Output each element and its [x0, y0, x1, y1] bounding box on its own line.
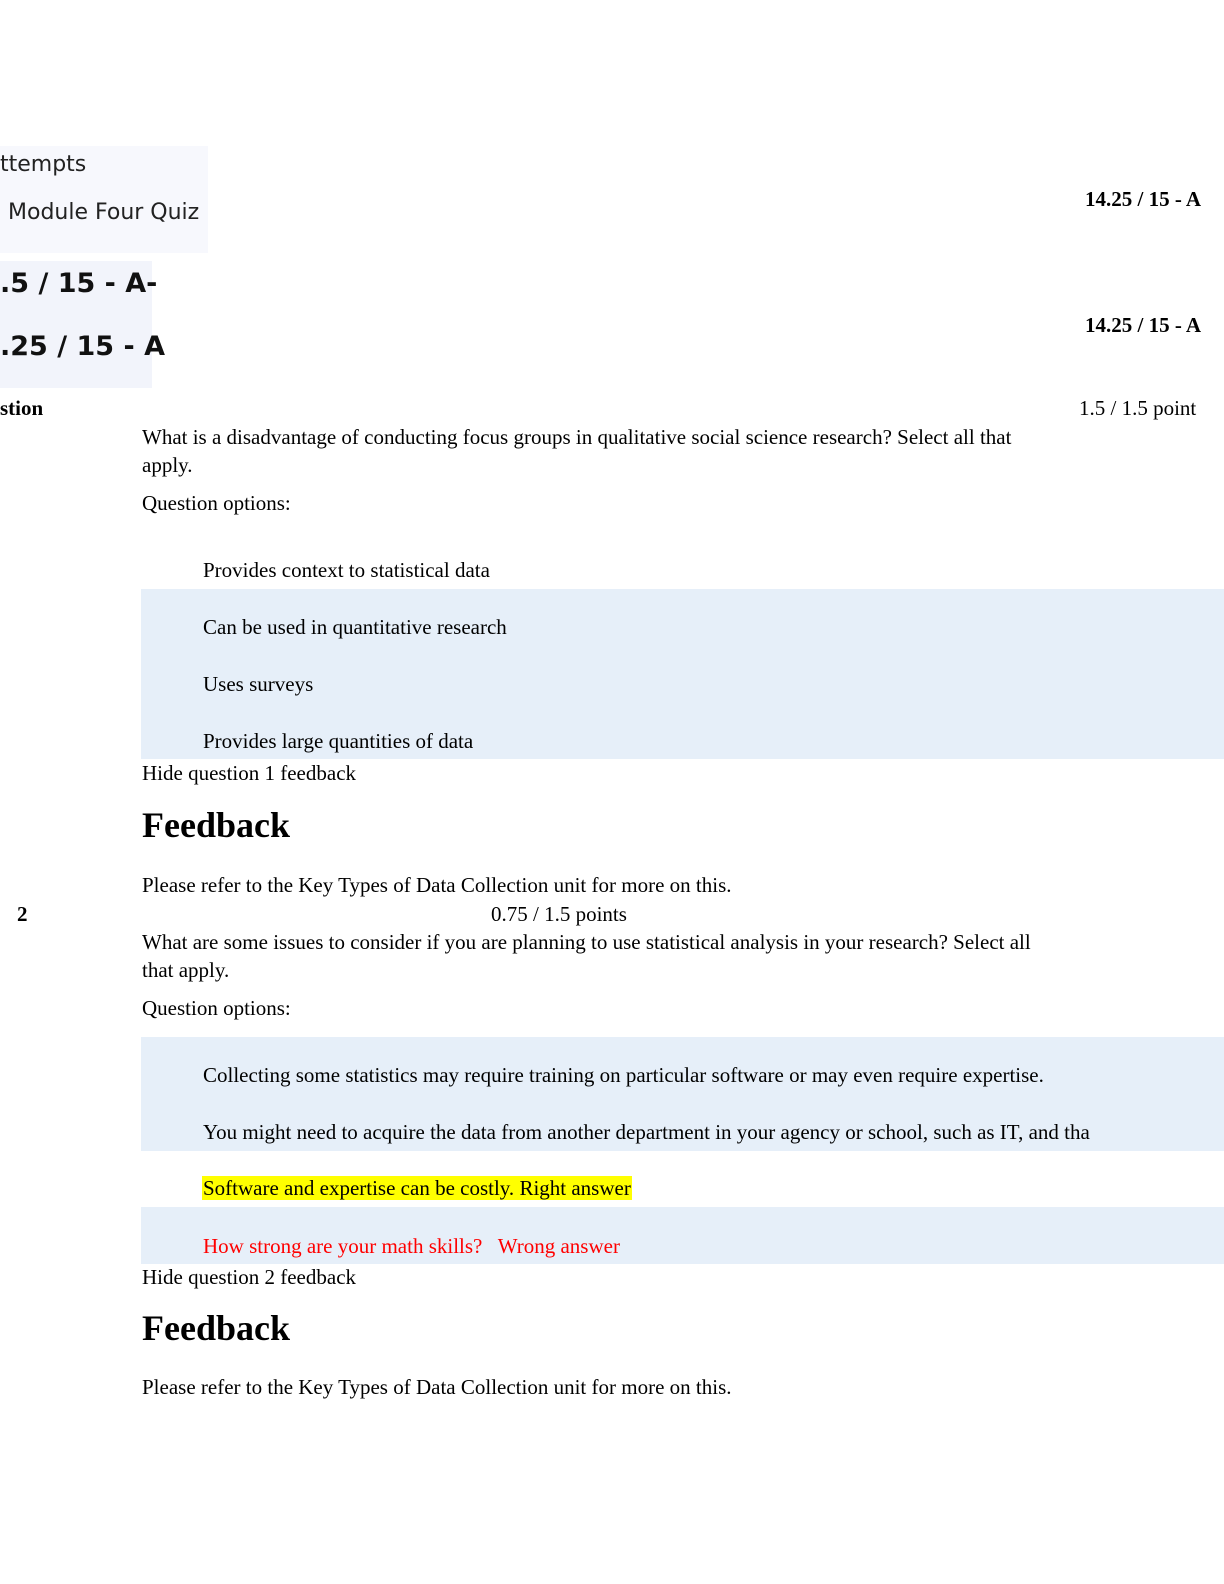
- question-1-points: 1.5 / 1.5 point: [1079, 396, 1197, 420]
- question-1-feedback-text: Please refer to the Key Types of Data Collection unit for more on this.: [142, 873, 732, 897]
- right-score-1: 14.25 / 15 - A: [1085, 187, 1202, 211]
- question-2-options-label: Question options:: [142, 996, 291, 1020]
- q2-option-4-wrong: [203, 1234, 620, 1259]
- hide-question-2-feedback-link[interactable]: Hide question 2 feedback: [142, 1265, 357, 1289]
- q1-option-3: Uses surveys: [203, 672, 314, 696]
- attempt-score-2: .25 / 15 - A: [0, 331, 165, 362]
- right-score-2: 14.25 / 15 - A: [1085, 313, 1202, 337]
- quiz-name-link[interactable]: Module Four Quiz: [8, 200, 200, 225]
- q1-option-2: Can be used in quantitative research: [203, 615, 507, 639]
- wrong-answer-label: Wrong answer: [497, 1234, 620, 1258]
- question-2-feedback-text: Please refer to the Key Types of Data Collection unit for more on this.: [142, 1375, 732, 1399]
- q2-option-3-text: Software and expertise can be costly.: [203, 1176, 515, 1200]
- question-2-number: 2: [17, 902, 28, 926]
- q1-option-1: Provides context to statistical data: [203, 558, 490, 582]
- hide-question-1-feedback-link[interactable]: Hide question 1 feedback: [142, 761, 357, 785]
- q1-option-4: Provides large quantities of data: [203, 729, 474, 753]
- q2-option-4-text: How strong are your math skills?: [203, 1234, 483, 1258]
- attempts-heading: ttempts: [0, 152, 87, 177]
- question-1-text: What is a disadvantage of conducting focus groups in qualitative social science research? Select all that apply.: [142, 425, 1012, 477]
- attempt-score-1: .5 / 15 - A-: [0, 268, 158, 299]
- question-1-options-label: Question options:: [142, 491, 291, 515]
- question-2-text: What are some issues to consider if you are planning to use statistical analysis in your research? Select all that apply.: [142, 930, 1031, 982]
- question-2-feedback-heading: Feedback: [142, 1308, 290, 1348]
- right-answer-label: Right answer: [519, 1176, 631, 1200]
- q2-option-1: Collecting some statistics may require training on particular software or may even require expertise.: [203, 1063, 1044, 1087]
- right-answer-highlight: [202, 1176, 632, 1200]
- question-1-feedback-heading: Feedback: [142, 805, 290, 845]
- question-2-points: 0.75 / 1.5 points: [491, 902, 627, 926]
- question-1-label: stion: [0, 396, 44, 420]
- q2-option-2: You might need to acquire the data from another department in your agency or school, such as IT, and tha: [203, 1120, 1090, 1144]
- q2-option-3-right: [202, 1176, 632, 1201]
